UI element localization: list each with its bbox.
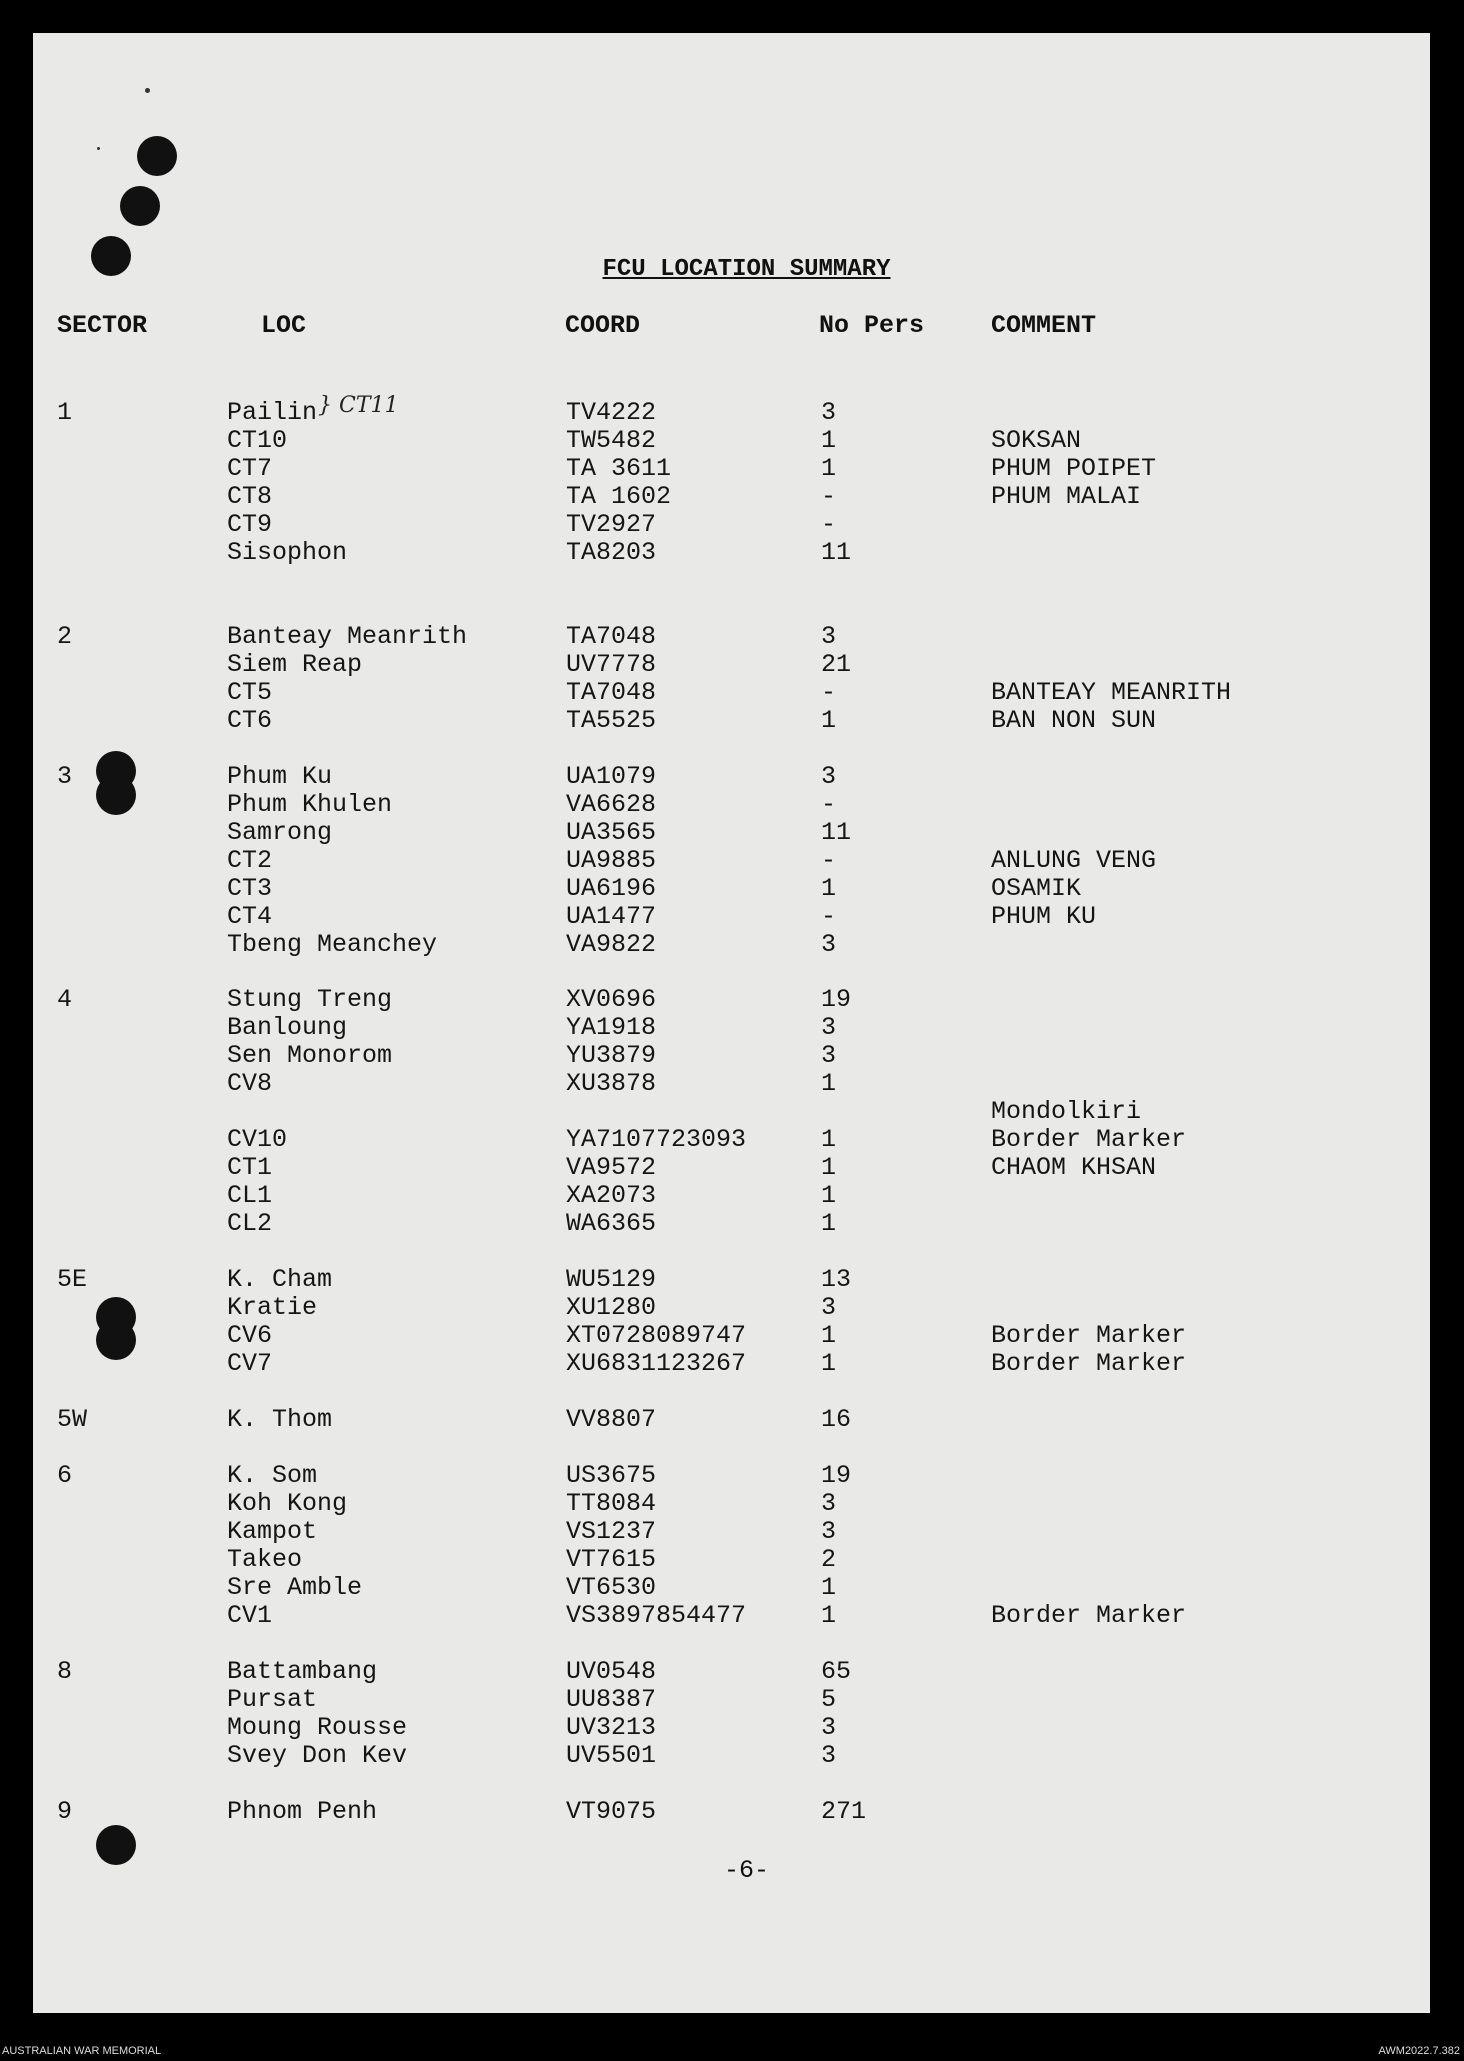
table-cell-coord: UA6196 xyxy=(566,874,657,903)
table-cell-coord: UU8387 xyxy=(566,1685,657,1714)
table-cell-loc: Stung Treng xyxy=(227,985,393,1014)
table-cell-coord: UA9885 xyxy=(566,846,657,875)
table-cell-comment: CHAOM KHSAN xyxy=(991,1153,1157,1182)
table-cell-loc: CT7 xyxy=(227,454,273,483)
table-cell-comment: ANLUNG VENG xyxy=(991,846,1157,875)
table-cell-pers: 11 xyxy=(821,538,852,567)
table-cell-loc: K. Thom xyxy=(227,1405,333,1434)
table-cell-loc: Moung Rousse xyxy=(227,1713,408,1742)
table-cell-pers: 5 xyxy=(821,1685,837,1714)
table-cell-pers: 3 xyxy=(821,398,837,427)
table-cell-loc: Koh Kong xyxy=(227,1489,348,1518)
punch-hole xyxy=(137,136,177,176)
table-cell-sector: 5W xyxy=(57,1405,88,1434)
table-cell-pers: 1 xyxy=(821,454,837,483)
table-cell-pers: 3 xyxy=(821,1293,837,1322)
table-cell-loc: Sisophon xyxy=(227,538,348,567)
table-cell-coord: UV7778 xyxy=(566,650,657,679)
table-cell-comment: Border Marker xyxy=(991,1349,1187,1378)
table-cell-sector: 4 xyxy=(57,985,73,1014)
table-cell-loc: CT10 xyxy=(227,426,288,455)
table-cell-sector: 2 xyxy=(57,622,73,651)
table-cell-coord: TA5525 xyxy=(566,706,657,735)
table-cell-loc: CT2 xyxy=(227,846,273,875)
header-loc: LOC xyxy=(261,311,307,340)
table-cell-pers: 3 xyxy=(821,1489,837,1518)
punch-hole xyxy=(96,1320,136,1360)
table-cell-pers: - xyxy=(821,510,837,539)
table-cell-loc: CT3 xyxy=(227,874,273,903)
table-cell-loc: Kampot xyxy=(227,1517,318,1546)
table-cell-coord: XV0696 xyxy=(566,985,657,1014)
table-cell-pers: 1 xyxy=(821,1349,837,1378)
table-cell-coord: YU3879 xyxy=(566,1041,657,1070)
table-cell-sector: 6 xyxy=(57,1461,73,1490)
table-cell-coord: UV5501 xyxy=(566,1741,657,1770)
table-cell-pers: 1 xyxy=(821,1153,837,1182)
table-cell-coord: WU5129 xyxy=(566,1265,657,1294)
table-cell-loc: CV1 xyxy=(227,1601,273,1630)
table-cell-coord: UV0548 xyxy=(566,1657,657,1686)
table-cell-loc: Kratie xyxy=(227,1293,318,1322)
table-cell-loc: K. Cham xyxy=(227,1265,333,1294)
table-cell-loc: CT6 xyxy=(227,706,273,735)
paper-fleck xyxy=(97,147,100,150)
table-cell-pers: 1 xyxy=(821,706,837,735)
table-cell-pers: - xyxy=(821,846,837,875)
table-cell-coord: TA 3611 xyxy=(566,454,672,483)
page-number: -6- xyxy=(723,1856,769,1885)
table-cell-loc: Banteay Meanrith xyxy=(227,622,468,651)
punch-hole xyxy=(96,775,136,815)
table-cell-loc: CT1 xyxy=(227,1153,273,1182)
table-cell-coord: TA7048 xyxy=(566,678,657,707)
footer-archive-id: AWM2022.7.382 xyxy=(1378,2045,1460,2057)
table-cell-pers: - xyxy=(821,482,837,511)
table-cell-sector: 9 xyxy=(57,1797,73,1826)
table-cell-coord: WA6365 xyxy=(566,1209,657,1238)
table-cell-pers: 271 xyxy=(821,1797,867,1826)
table-cell-loc: CV8 xyxy=(227,1069,273,1098)
table-cell-comment: OSAMIK xyxy=(991,874,1082,903)
table-cell-pers: 13 xyxy=(821,1265,852,1294)
table-cell-pers: 1 xyxy=(821,426,837,455)
header-no-pers: No Pers xyxy=(819,311,925,340)
table-cell-loc: K. Som xyxy=(227,1461,318,1490)
table-cell-comment: BANTEAY MEANRITH xyxy=(991,678,1232,707)
table-cell-coord: XU6831123267 xyxy=(566,1349,747,1378)
table-cell-loc: Takeo xyxy=(227,1545,303,1574)
table-cell-loc: Siem Reap xyxy=(227,650,363,679)
table-cell-pers: 11 xyxy=(821,818,852,847)
paper-fleck xyxy=(145,88,150,93)
table-cell-pers: 1 xyxy=(821,1601,837,1630)
table-cell-loc: Banloung xyxy=(227,1013,348,1042)
table-cell-comment: Border Marker xyxy=(991,1601,1187,1630)
table-cell-loc: CL1 xyxy=(227,1181,273,1210)
table-cell-coord: YA1918 xyxy=(566,1013,657,1042)
table-cell-loc: CV6 xyxy=(227,1321,273,1350)
table-cell-pers: 3 xyxy=(821,1041,837,1070)
table-cell-coord: UA1477 xyxy=(566,902,657,931)
table-cell-coord: TA8203 xyxy=(566,538,657,567)
table-cell-coord: VA9572 xyxy=(566,1153,657,1182)
table-cell-coord: VA6628 xyxy=(566,790,657,819)
table-cell-pers: 3 xyxy=(821,762,837,791)
table-cell-pers: 1 xyxy=(821,1181,837,1210)
table-cell-coord: TT8084 xyxy=(566,1489,657,1518)
table-cell-coord: TW5482 xyxy=(566,426,657,455)
header-comment: COMMENT xyxy=(991,311,1097,340)
table-cell-pers: 3 xyxy=(821,1517,837,1546)
table-cell-comment: BAN NON SUN xyxy=(991,706,1157,735)
table-cell-loc: Tbeng Meanchey xyxy=(227,930,438,959)
table-cell-pers: 3 xyxy=(821,1013,837,1042)
table-cell-pers: 2 xyxy=(821,1545,837,1574)
table-cell-loc: Pursat xyxy=(227,1685,318,1714)
table-cell-pers: - xyxy=(821,790,837,819)
table-cell-coord: XA2073 xyxy=(566,1181,657,1210)
table-cell-comment: Mondolkiri xyxy=(991,1097,1142,1126)
table-cell-coord: YA7107723093 xyxy=(566,1125,747,1154)
table-cell-coord: VS3897854477 xyxy=(566,1601,747,1630)
table-cell-coord: VS1237 xyxy=(566,1517,657,1546)
table-cell-pers: 3 xyxy=(821,622,837,651)
table-cell-pers: 1 xyxy=(821,874,837,903)
document-title: FCU LOCATION SUMMARY xyxy=(602,256,891,283)
table-cell-coord: XU1280 xyxy=(566,1293,657,1322)
document-page xyxy=(33,33,1430,2013)
table-cell-comment: PHUM POIPET xyxy=(991,454,1157,483)
table-cell-pers: 19 xyxy=(821,985,852,1014)
table-cell-coord: VV8807 xyxy=(566,1405,657,1434)
table-cell-pers: 1 xyxy=(821,1069,837,1098)
header-coord: COORD xyxy=(565,311,641,340)
table-cell-coord: TA 1602 xyxy=(566,482,672,511)
table-cell-coord: VT6530 xyxy=(566,1573,657,1602)
header-sector: SECTOR xyxy=(57,311,148,340)
table-cell-coord: UA3565 xyxy=(566,818,657,847)
table-cell-pers: 1 xyxy=(821,1209,837,1238)
table-cell-pers: - xyxy=(821,678,837,707)
table-cell-loc: CT4 xyxy=(227,902,273,931)
table-cell-loc: Phnom Penh xyxy=(227,1797,378,1826)
table-cell-pers: 3 xyxy=(821,1741,837,1770)
table-cell-loc: Sen Monorom xyxy=(227,1041,393,1070)
table-cell-loc: Samrong xyxy=(227,818,333,847)
table-cell-coord: TA7048 xyxy=(566,622,657,651)
table-cell-comment: PHUM MALAI xyxy=(991,482,1142,511)
table-cell-sector: 5E xyxy=(57,1265,88,1294)
table-cell-coord: US3675 xyxy=(566,1461,657,1490)
table-cell-loc: Phum Ku xyxy=(227,762,333,791)
table-cell-pers: 21 xyxy=(821,650,852,679)
table-cell-pers: 1 xyxy=(821,1573,837,1602)
table-cell-pers: 19 xyxy=(821,1461,852,1490)
footer-archive-name: AUSTRALIAN WAR MEMORIAL xyxy=(2,2045,162,2057)
handwritten-note: } CT11 xyxy=(318,393,399,418)
table-cell-loc: Phum Khulen xyxy=(227,790,393,819)
table-cell-sector: 8 xyxy=(57,1657,73,1686)
table-cell-pers: 16 xyxy=(821,1405,852,1434)
table-cell-loc: Battambang xyxy=(227,1657,378,1686)
table-cell-comment: Border Marker xyxy=(991,1125,1187,1154)
table-cell-loc: CT5 xyxy=(227,678,273,707)
punch-hole xyxy=(120,186,160,226)
table-cell-coord: TV4222 xyxy=(566,398,657,427)
table-cell-coord: XT0728089747 xyxy=(566,1321,747,1350)
table-cell-sector: 1 xyxy=(57,398,73,427)
table-cell-loc: CV7 xyxy=(227,1349,273,1378)
table-cell-pers: - xyxy=(821,902,837,931)
table-cell-pers: 3 xyxy=(821,930,837,959)
table-cell-pers: 65 xyxy=(821,1657,852,1686)
table-cell-loc: CT9 xyxy=(227,510,273,539)
table-cell-pers: 1 xyxy=(821,1321,837,1350)
table-cell-comment: PHUM KU xyxy=(991,902,1097,931)
table-cell-pers: 1 xyxy=(821,1125,837,1154)
table-cell-coord: VT7615 xyxy=(566,1545,657,1574)
table-cell-loc: Sre Amble xyxy=(227,1573,363,1602)
table-cell-coord: VA9822 xyxy=(566,930,657,959)
table-cell-coord: UV3213 xyxy=(566,1713,657,1742)
table-cell-comment: Border Marker xyxy=(991,1321,1187,1350)
table-cell-loc: Pailin xyxy=(227,398,318,427)
table-cell-pers: 3 xyxy=(821,1713,837,1742)
table-cell-loc: CL2 xyxy=(227,1209,273,1238)
table-cell-coord: XU3878 xyxy=(566,1069,657,1098)
table-cell-coord: VT9075 xyxy=(566,1797,657,1826)
table-cell-coord: UA1079 xyxy=(566,762,657,791)
table-cell-sector: 3 xyxy=(57,762,73,791)
table-cell-loc: CT8 xyxy=(227,482,273,511)
table-cell-coord: TV2927 xyxy=(566,510,657,539)
table-cell-loc: Svey Don Kev xyxy=(227,1741,408,1770)
table-cell-loc: CV10 xyxy=(227,1125,288,1154)
table-cell-comment: SOKSAN xyxy=(991,426,1082,455)
